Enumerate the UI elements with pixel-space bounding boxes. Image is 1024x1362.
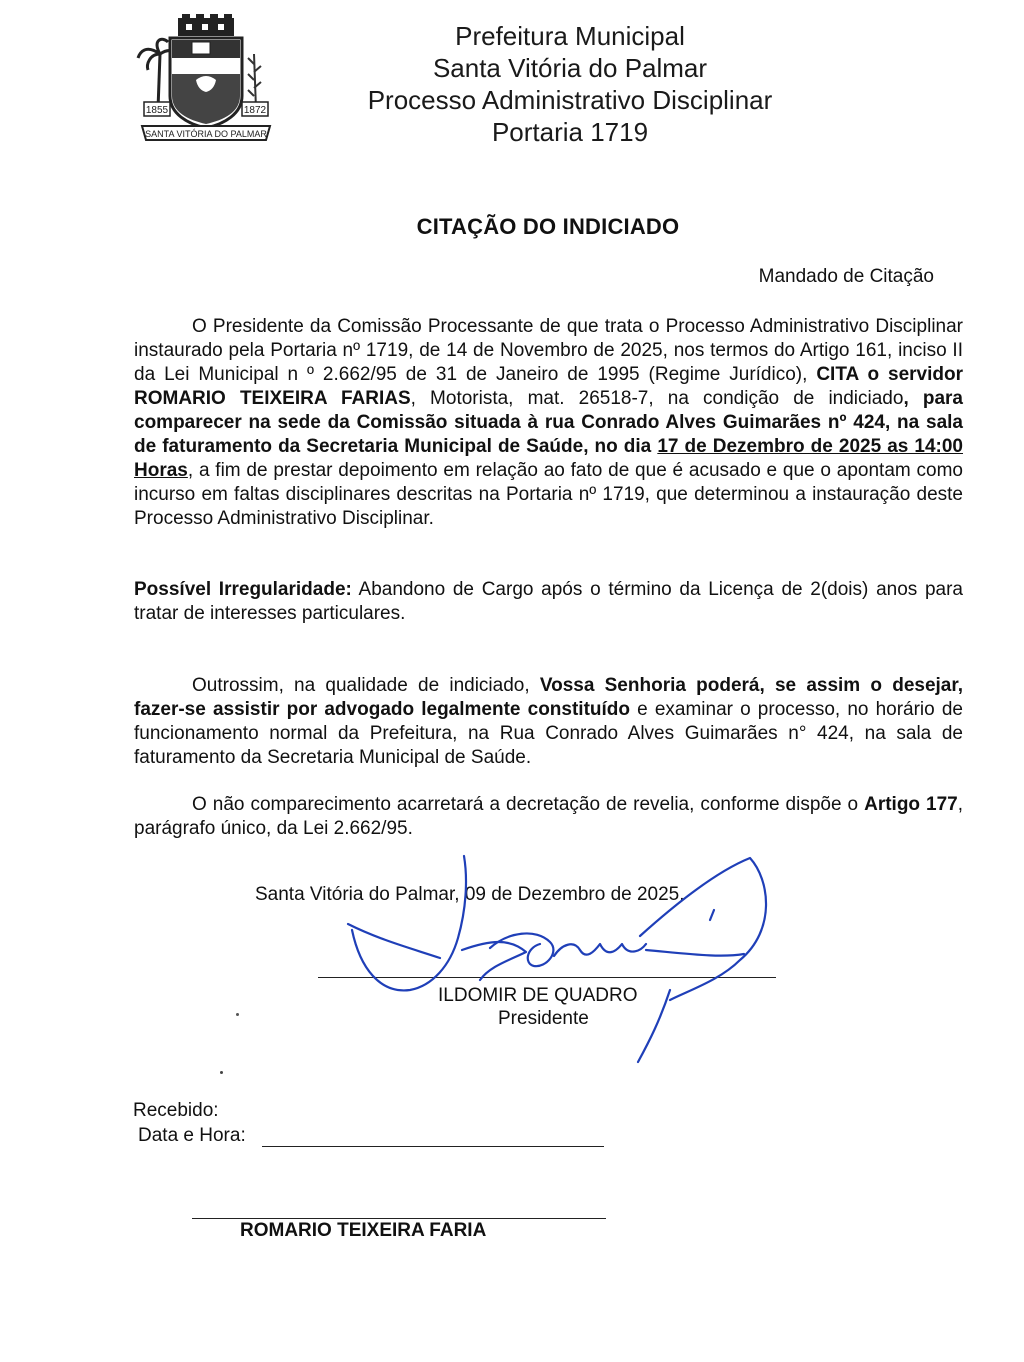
irregularity-text: Abandono de Cargo após o término da Licença de 2(dois) anos para tratar de interesses particulares. [134, 579, 963, 624]
citation-date: 17 de Dezembro de 2025 as 14:00 Horas [134, 436, 963, 481]
header-portaria: Portaria 1719 [491, 117, 649, 147]
citation-text-c: , Motorista, mat. 26518-7, na condição de indiciado [410, 388, 904, 409]
receipt-datetime-field[interactable] [262, 1146, 604, 1147]
revelia-text-c: , parágrafo único, da Lei 2.662/95. [134, 794, 963, 839]
lawyer-text-c: e examinar o processo, no horário de funcionamento normal da Prefeitura, na Rua Conrado Alves Guimarães n° 424, na sala de faturamento da Secretaria Municipal de Saúde. [134, 699, 963, 768]
paragraph-irregularity [134, 578, 963, 626]
signer-role: Presidente [498, 1008, 589, 1029]
crest-banner-text: SANTA VITÓRIA DO PALMAR [145, 129, 267, 139]
signer-name: ILDOMIR DE QUADRO [438, 985, 638, 1006]
lawyer-text-a: Outrossim, na qualidade de indiciado, [192, 675, 540, 696]
citation-text-f: , a fim de prestar depoimento em relação ao fato de que é acusado e que o apontam como incurso em faltas disciplinares descritas na Portaria nº 1719, que determinou a instauração deste Processo Administrativo Disciplinar. [134, 460, 963, 529]
signature-line [318, 977, 776, 978]
receiver-name: ROMARIO TEIXEIRA FARIA [240, 1220, 487, 1241]
citation-cita: CITA o servidor ROMARIO TEIXEIRA FARIAS [134, 364, 963, 409]
revelia-text-a: O não comparecimento acarretará a decretação de revelia, conforme dispõe o [192, 794, 865, 815]
citation-text-a: O Presidente da Comissão Processante de que trata o Processo Administrativo Disciplinar instaurado pela Portaria nº 1719, de 14 de Novembro de 2025, nos termos do Artigo 161, inciso II da Lei Municipal n º 2.662/95 de 31 de Janeiro de 1995 (Regime Jurídico), [134, 316, 963, 385]
crest-year-right: 1872 [243, 105, 267, 116]
paragraph-lawyer [134, 674, 963, 770]
paragraph-citation [134, 315, 963, 531]
municipal-crest-logo [136, 14, 276, 144]
citation-location: , para comparecer na sede da Comissão situada à rua Conrado Alves Guimarães nº 424, na sala de faturamento da Secretaria Municipal de Saúde, no dia [134, 388, 963, 457]
receipt-label: Recebido: [133, 1100, 219, 1121]
handwritten-signature [340, 840, 780, 1080]
document-title: CITAÇÃO DO INDICIADO [416, 214, 680, 239]
place-and-date: Santa Vitória do Palmar, 09 de Dezembro de 2025. [255, 884, 685, 905]
scan-speck [236, 1013, 239, 1016]
scan-speck [220, 1071, 223, 1074]
revelia-article: Artigo 177 [864, 794, 958, 815]
receipt-datetime-label: Data e Hora: [138, 1125, 246, 1146]
paragraph-revelia [134, 793, 963, 841]
irregularity-label: Possível Irregularidade: [134, 579, 352, 600]
header-process: Processo Administrativo Disciplinar [367, 85, 773, 115]
receiver-signature-line[interactable] [192, 1218, 606, 1219]
crest-year-left: 1855 [145, 105, 169, 116]
document-subtitle: Mandado de Citação [758, 266, 934, 287]
lawyer-text-bold: Vossa Senhoria poderá, se assim o desejar, fazer-se assistir por advogado legalmente constituído [134, 675, 963, 720]
header-city: Santa Vitória do Palmar [432, 53, 708, 83]
header-prefeitura: Prefeitura Municipal [455, 21, 685, 51]
